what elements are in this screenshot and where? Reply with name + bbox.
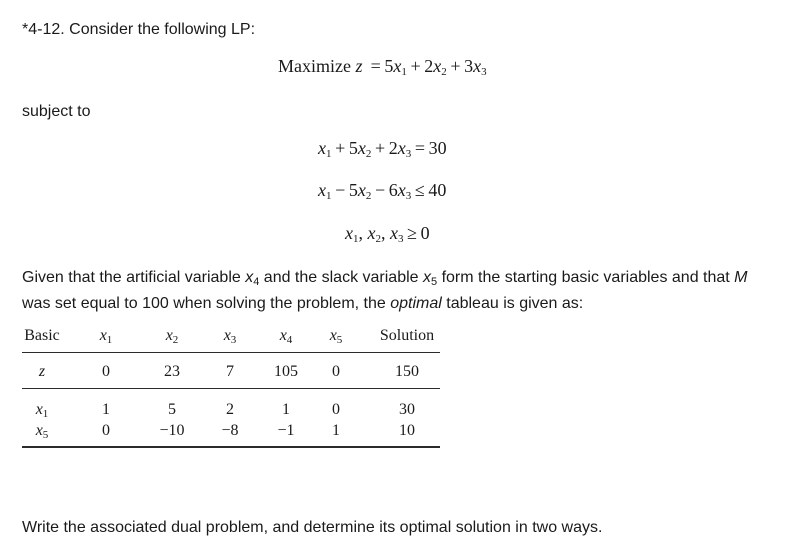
variable: x [357, 180, 366, 200]
coefficient: 2 [388, 138, 398, 158]
tableau-cell-text: 5 [168, 401, 176, 418]
tableau-cell [205, 421, 255, 441]
variable-subscript: 1 [326, 190, 332, 202]
tableau-header-subscript: 1 [106, 334, 113, 346]
tableau-header [205, 326, 255, 346]
tableau-row-basic-text: x [35, 422, 43, 439]
variable: x [397, 138, 406, 158]
relation: = [411, 138, 429, 158]
math-operator: − [371, 180, 389, 200]
tableau-header [142, 326, 202, 346]
tableau-header-text: x [329, 327, 337, 344]
tableau-header [259, 326, 313, 346]
variable-subscript: 3 [405, 190, 412, 202]
objective-terms [367, 56, 487, 76]
tableau-cell [316, 400, 356, 420]
tableau-cell [259, 400, 313, 420]
tableau-z-cell [259, 362, 313, 382]
variable-subscript: 3 [398, 233, 404, 245]
tableau-z-cell-text: 23 [164, 363, 180, 380]
tableau-row-basic-text: x [35, 401, 43, 418]
comma: , [358, 223, 368, 243]
tableau-row-basic-subscript: 5 [42, 429, 49, 441]
tableau-z-basic [7, 362, 77, 382]
tableau-cell [86, 400, 126, 420]
coefficient: 5 [348, 138, 358, 158]
tableau-cell-text: −1 [277, 422, 295, 439]
math-operator: + [406, 56, 425, 76]
variable-subscript: 1 [353, 233, 359, 245]
tableau-header-text: Basic [24, 327, 60, 344]
tableau-header-rule [22, 352, 440, 353]
tableau-cell-text: 10 [399, 422, 415, 439]
variable: x [390, 223, 398, 243]
tableau-cell-text: 2 [226, 401, 234, 418]
tableau-z-cell-text: 0 [332, 363, 340, 380]
coefficient: 6 [388, 180, 398, 200]
tableau-cell-text: 1 [332, 422, 340, 439]
tableau-z-cell [142, 362, 202, 382]
tableau-row-basic-subscript: 1 [42, 408, 49, 420]
tableau-z-cell [367, 362, 447, 382]
variable: x [473, 56, 482, 76]
tableau-bottom-rule [22, 446, 440, 448]
tableau-z-cell-text: 150 [395, 363, 419, 380]
math-operator: + [446, 56, 465, 76]
tableau-header [7, 326, 77, 346]
variable-subscript: 3 [405, 148, 412, 160]
tableau-cell [316, 421, 356, 441]
constraint-2 [318, 179, 446, 201]
tableau-row-basic [7, 400, 77, 420]
tableau-header-subscript: 4 [286, 334, 293, 346]
variable: x [345, 223, 353, 243]
constraint-1 [318, 137, 447, 159]
tableau-cell-text: −8 [221, 422, 239, 439]
nonnegativity-constraint [345, 222, 430, 244]
relation: ≥ [403, 223, 421, 243]
variable-subscript: 2 [441, 66, 447, 78]
tableau-header [367, 326, 447, 346]
variable: x [357, 138, 366, 158]
tableau-z-cell [316, 362, 356, 382]
tableau-cell-text: −10 [159, 422, 185, 439]
tableau-header [86, 326, 126, 346]
final-question: Write the associated dual problem, and determine its optimal solution in two ways. [22, 519, 603, 536]
tableau-cell-text: 0 [102, 422, 110, 439]
tableau-cell [259, 421, 313, 441]
tableau-header-subscript: 2 [172, 334, 179, 346]
tableau-cell [142, 421, 202, 441]
rhs: 40 [428, 180, 447, 200]
tableau-header-subscript: 5 [336, 334, 343, 346]
math-operator: + [331, 138, 349, 158]
relation: ≤ [411, 180, 429, 200]
coefficient: 5 [348, 180, 358, 200]
tableau-header-text: x [99, 327, 107, 344]
tableau-z-cell [86, 362, 126, 382]
coefficient: 2 [424, 56, 434, 76]
objective-lhs: z [355, 56, 363, 76]
tableau-header-subscript: 3 [230, 334, 237, 346]
tableau-z-basic-text: z [38, 363, 46, 380]
variable: x [318, 180, 326, 200]
maximize-word: Maximize [278, 56, 351, 76]
given-line-1: Given that the artificial variable $x_4$ and the slack variable $x_5$ form the starting basic variables and that M [22, 269, 748, 288]
variable: x [433, 56, 442, 76]
tableau-header-text: x [279, 327, 287, 344]
tableau-cell [367, 421, 447, 441]
tableau-z-cell-text: 7 [226, 363, 234, 380]
variable-subscript: 2 [365, 190, 372, 202]
tableau-cell-text: 1 [282, 401, 290, 418]
tableau-header-text: Solution [379, 327, 435, 344]
given-line-2: was set equal to 100 when solving the problem, the optimal tableau is given as: [22, 295, 584, 312]
subject-to-label: subject to [22, 103, 91, 120]
coefficient: 5 [384, 56, 394, 76]
variable: x [367, 223, 376, 243]
tableau-z-cell-text: 0 [102, 363, 110, 380]
rhs: 0 [420, 223, 430, 243]
tableau-cell [86, 421, 126, 441]
tableau-cell [142, 400, 202, 420]
tableau-z-cell-text: 105 [274, 363, 298, 380]
rhs: 30 [428, 138, 447, 158]
comma: , [381, 223, 390, 243]
tableau-z-rule [22, 388, 440, 389]
variable-subscript: 2 [375, 233, 381, 245]
tableau-header-text: x [165, 327, 173, 344]
variable: x [393, 56, 402, 76]
math-operator: = [367, 56, 385, 76]
tableau-cell-text: 1 [102, 401, 110, 418]
math-operator: − [331, 180, 349, 200]
variable-subscript: 1 [401, 66, 407, 78]
variable: x [397, 180, 406, 200]
tableau-header-text: x [223, 327, 231, 344]
problem-heading: *4-12. Consider the following LP: [22, 21, 256, 38]
tableau-cell-text: 0 [332, 401, 340, 418]
coefficient: 3 [464, 56, 474, 76]
math-operator: + [371, 138, 389, 158]
tableau-cell [367, 400, 447, 420]
tableau-z-cell [205, 362, 255, 382]
tableau-row-basic [7, 421, 77, 441]
variable-subscript: 2 [365, 148, 372, 160]
variable: x [318, 138, 326, 158]
tableau-cell [205, 400, 255, 420]
objective-function [278, 55, 487, 77]
optimal-tableau [22, 318, 440, 450]
tableau-header [316, 326, 356, 346]
variable-subscript: 3 [481, 66, 487, 78]
tableau-cell-text: 30 [399, 401, 415, 418]
variable-subscript: 1 [326, 148, 332, 160]
